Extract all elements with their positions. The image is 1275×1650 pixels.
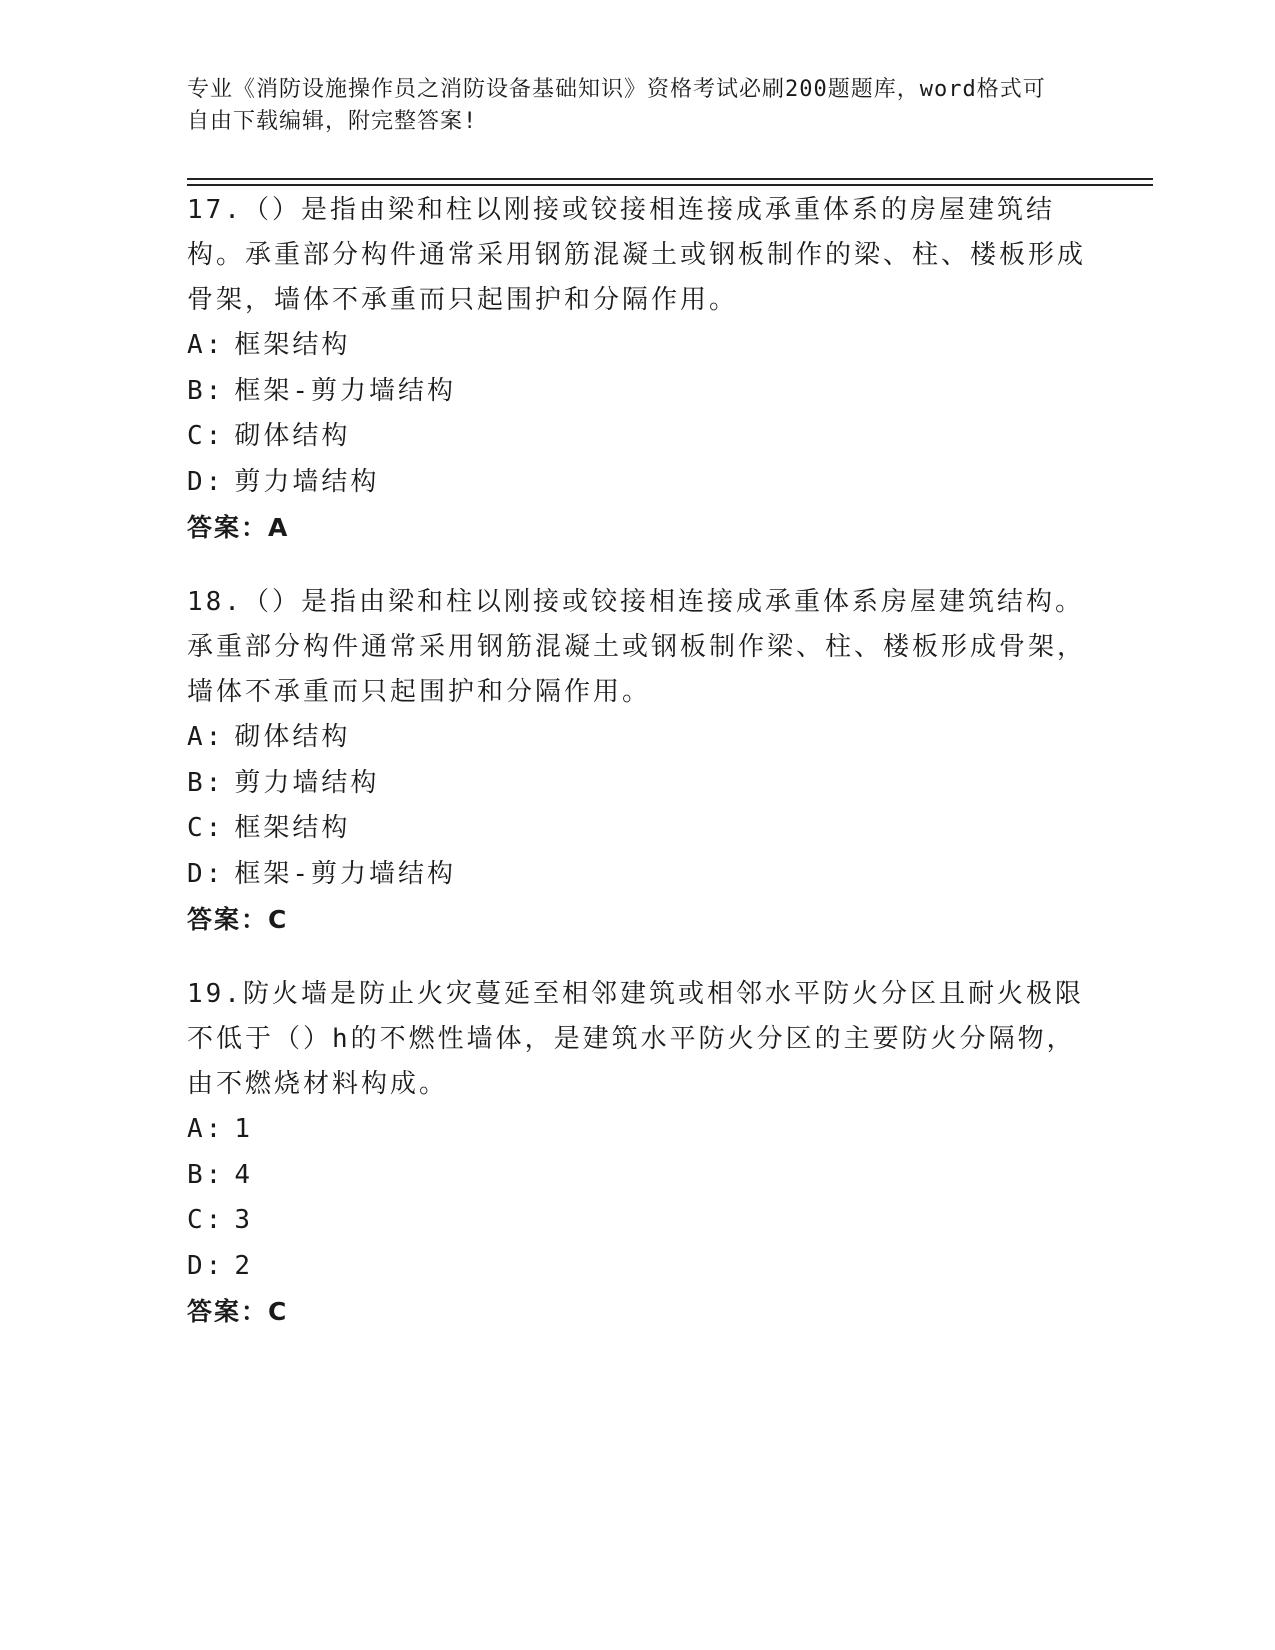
answer-label: 答案： <box>187 513 269 542</box>
option-label: B: <box>187 767 225 798</box>
option-c <box>187 806 1087 852</box>
answer-label: 答案： <box>187 905 269 934</box>
option-label: B: <box>187 1159 225 1190</box>
option-text: 2 <box>234 1250 253 1281</box>
option-text: 框架-剪力墙结构 <box>234 375 456 406</box>
option-d <box>187 1244 1087 1290</box>
answer-value: A <box>268 513 290 542</box>
option-a <box>187 323 1087 369</box>
question-text: （）是指由梁和柱以刚接或铰接相连接成承重体系的房屋建筑结构。承重部分构件通常采用钢筋混凝土或钢板制作的梁、柱、楼板形成骨架，墙体不承重而只起围护和分隔作用。 <box>187 195 1087 315</box>
question-17 <box>187 188 1087 550</box>
option-label: C: <box>187 421 225 451</box>
option-text: 砌体结构 <box>234 722 351 752</box>
option-b <box>187 1153 1087 1199</box>
option-b <box>187 761 1087 807</box>
question-number: 17. <box>187 195 243 225</box>
question-18 <box>187 580 1087 942</box>
option-label: D: <box>187 858 225 889</box>
option-d <box>187 852 1087 898</box>
question-number: 19. <box>187 979 243 1009</box>
option-a <box>187 715 1087 761</box>
option-c <box>187 414 1087 460</box>
option-text: 剪力墙结构 <box>234 767 380 798</box>
question-stem <box>187 188 1087 323</box>
option-d <box>187 460 1087 506</box>
question-text: （）是指由梁和柱以刚接或铰接相连接成承重体系房屋建筑结构。承重部分构件通常采用钢筋混凝土或钢板制作梁、柱、楼板形成骨架，墙体不承重而只起围护和分隔作用。 <box>187 587 1087 707</box>
option-text: 3 <box>234 1205 253 1235</box>
answer-label: 答案： <box>187 1297 269 1326</box>
option-text: 框架-剪力墙结构 <box>234 858 456 889</box>
question-text: 防火墙是防止火灾蔓延至相邻建筑或相邻水平防火分区且耐火极限不低于（）h的不燃性墙体，是建筑水平防火分区的主要防火分隔物，由不燃烧材料构成。 <box>187 979 1084 1099</box>
answer-line <box>187 1289 1087 1334</box>
header-divider-top <box>187 178 1153 180</box>
option-text: 框架结构 <box>234 330 351 360</box>
question-stem <box>187 972 1087 1107</box>
option-label: D: <box>187 1250 225 1281</box>
option-label: D: <box>187 466 225 497</box>
option-text: 1 <box>234 1114 253 1144</box>
option-text: 框架结构 <box>234 813 351 843</box>
question-19 <box>187 972 1087 1334</box>
option-label: C: <box>187 813 225 843</box>
option-text: 4 <box>234 1159 253 1190</box>
answer-line <box>187 505 1087 550</box>
option-c <box>187 1198 1087 1244</box>
option-b <box>187 369 1087 415</box>
question-number: 18. <box>187 587 243 617</box>
option-text: 剪力墙结构 <box>234 466 380 497</box>
option-label: B: <box>187 375 225 406</box>
option-label: A: <box>187 330 225 360</box>
answer-value: C <box>268 1297 289 1326</box>
option-label: A: <box>187 1114 225 1144</box>
document-header: 专业《消防设施操作员之消防设备基础知识》资格考试必刷200题题库，word格式可自由下载编辑，附完整答案! <box>187 77 1046 134</box>
question-stem <box>187 580 1087 715</box>
option-label: C: <box>187 1205 225 1235</box>
option-label: A: <box>187 722 225 752</box>
answer-line <box>187 897 1087 942</box>
header-divider-bottom <box>187 184 1153 186</box>
answer-value: C <box>268 905 289 934</box>
option-text: 砌体结构 <box>234 421 351 451</box>
option-a <box>187 1107 1087 1153</box>
